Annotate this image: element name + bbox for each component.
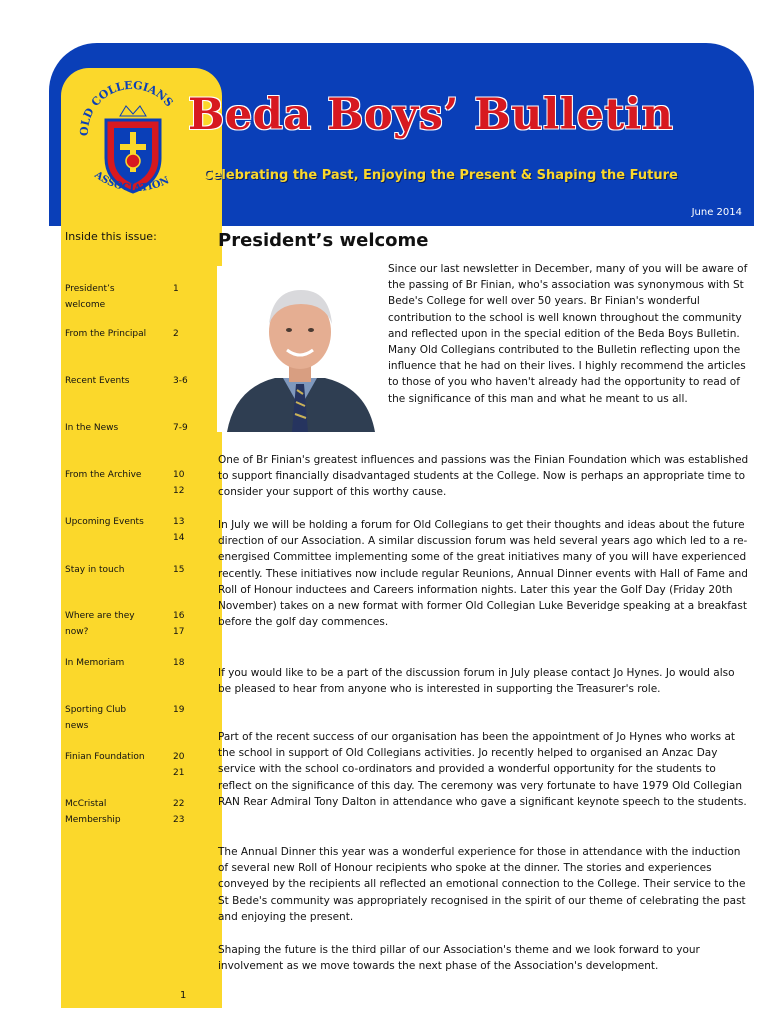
svg-text:OLD COLLEGIANS: OLD COLLEGIANS — [77, 78, 176, 137]
toc-item-label: Recent Events — [65, 376, 130, 386]
toc-item-page: 20 21 — [173, 752, 185, 778]
toc-item-page: 15 — [173, 565, 185, 575]
contents-heading: Inside this issue: — [65, 230, 157, 243]
article-title: President’s welcome — [218, 230, 429, 251]
svg-text:ASSOCIATION: ASSOCIATION — [92, 169, 171, 195]
toc-item-page: 3-6 — [173, 376, 188, 386]
toc-item-page: 10 12 — [173, 470, 185, 496]
toc-item-label: Where are they now? — [65, 611, 135, 637]
sidebar-panel — [61, 68, 222, 1008]
toc-item-page: 2 — [173, 329, 179, 339]
article-paragraph-3: If you would like to be a part of the discussion forum in July please contact Jo Hynes. Jo would also be pleased to hear from anyone who is interested in supporting the Treasurer's role. — [218, 667, 735, 696]
toc-item-page: 1 — [173, 284, 179, 294]
toc-item-page: 13 14 — [173, 517, 185, 543]
toc-item-page: 22 23 — [173, 799, 185, 825]
issue-date: June 2014 — [691, 207, 742, 218]
article-paragraph-5: The Annual Dinner this year was a wonderful experience for those in attendance with the induction of several new Roll of Honour recipients who spoke at the dinner. The stories and experiences conveyed by the recipients all reflected an emotional connection to the College. Their service to the St Bede's community was appropriately recognised in the spirit of our theme of celebrating the past and enjoying the present. — [218, 846, 746, 923]
toc-item-label: Upcoming Events — [65, 517, 144, 527]
bulletin-tagline: Celebrating the Past, Enjoying the Present & Shaping the Future — [203, 168, 678, 183]
article-paragraph-2: In July we will be holding a forum for Old Collegians to get their thoughts and ideas about the future direction of our Association. A similar discussion forum was held several years ago which led to a re-energised Committee implementing some of the great initiatives many of you will have experienced recently. These initiatives now include regular Reunions, Annual Dinner events with Hall of Fame and Roll of Honour inductees and Careers information nights. Later this year the Golf Day (Friday 20th November) takes on a new format with former Old Collegian Luke Beveridge speaking at a breakfast before the golf day commences. — [218, 519, 748, 629]
association-crest-logo — [76, 78, 186, 208]
toc-item-label: Sporting Club news — [65, 705, 127, 731]
toc-item-page: 16 17 — [173, 611, 185, 637]
toc-item-page: 19 — [173, 705, 185, 715]
president-photo — [217, 266, 383, 432]
article-paragraph-6: Shaping the future is the third pillar of our Association's theme and we look forward to your involvement as we move towards the next phase of the Association's development. — [218, 944, 700, 973]
toc-item-page: 7-9 — [173, 423, 188, 433]
article-paragraph-4: Part of the recent success of our organisation has been the appointment of Jo Hynes who works at the school in support of Old Collegians activities. Jo recently helped to organised an Anzac Day service with the school co-ordinators and provided a wonderful opportunity for the students to reflect on the significance of this day. The ceremony was very fortunate to have 1979 Old Collegian RAN Rear Admiral Tony Dalton in attendance who gave a significant keynote speech to the students. — [218, 731, 747, 808]
page-number: 1 — [180, 990, 187, 1001]
bulletin-title: Beda Boys’ Bulletin — [188, 90, 674, 140]
toc-item-label: In Memoriam — [65, 658, 125, 668]
toc-item-label: In the News — [65, 423, 119, 433]
toc-item-label: President’s welcome — [65, 284, 115, 310]
toc-item-label: From the Principal — [65, 329, 147, 339]
toc-item-label: McCristal Membership — [65, 799, 121, 825]
toc-item-label: From the Archive — [65, 470, 142, 480]
article-paragraph-1: One of Br Finian's greatest influences and passions was the Finian Foundation which was established to support financially disadvantaged students at the College. Now is perhaps an appropriate time to consider your support of this worthy cause. — [218, 454, 749, 499]
toc-item-label: Stay in touch — [65, 565, 125, 575]
toc-item-page: 18 — [173, 658, 185, 668]
toc-item-label: Finian Foundation — [65, 752, 145, 762]
article-intro: Since our last newsletter in December, many of you will be aware of the passing of Br Finian, who's association was synonymous with St Bede's College for well over 50 years. Br Finian's wonderful contribution to the school is well known throughout the community and reflected upon in the special edition of the Beda Boys Bulletin. Many Old Collegians contributed to the Bulletin reflecting upon the influence that he had on their lives. I highly recommend the articles to those of you who haven't already had the opportunity to read of the significance of this man and what he meant to us all. — [388, 263, 748, 405]
